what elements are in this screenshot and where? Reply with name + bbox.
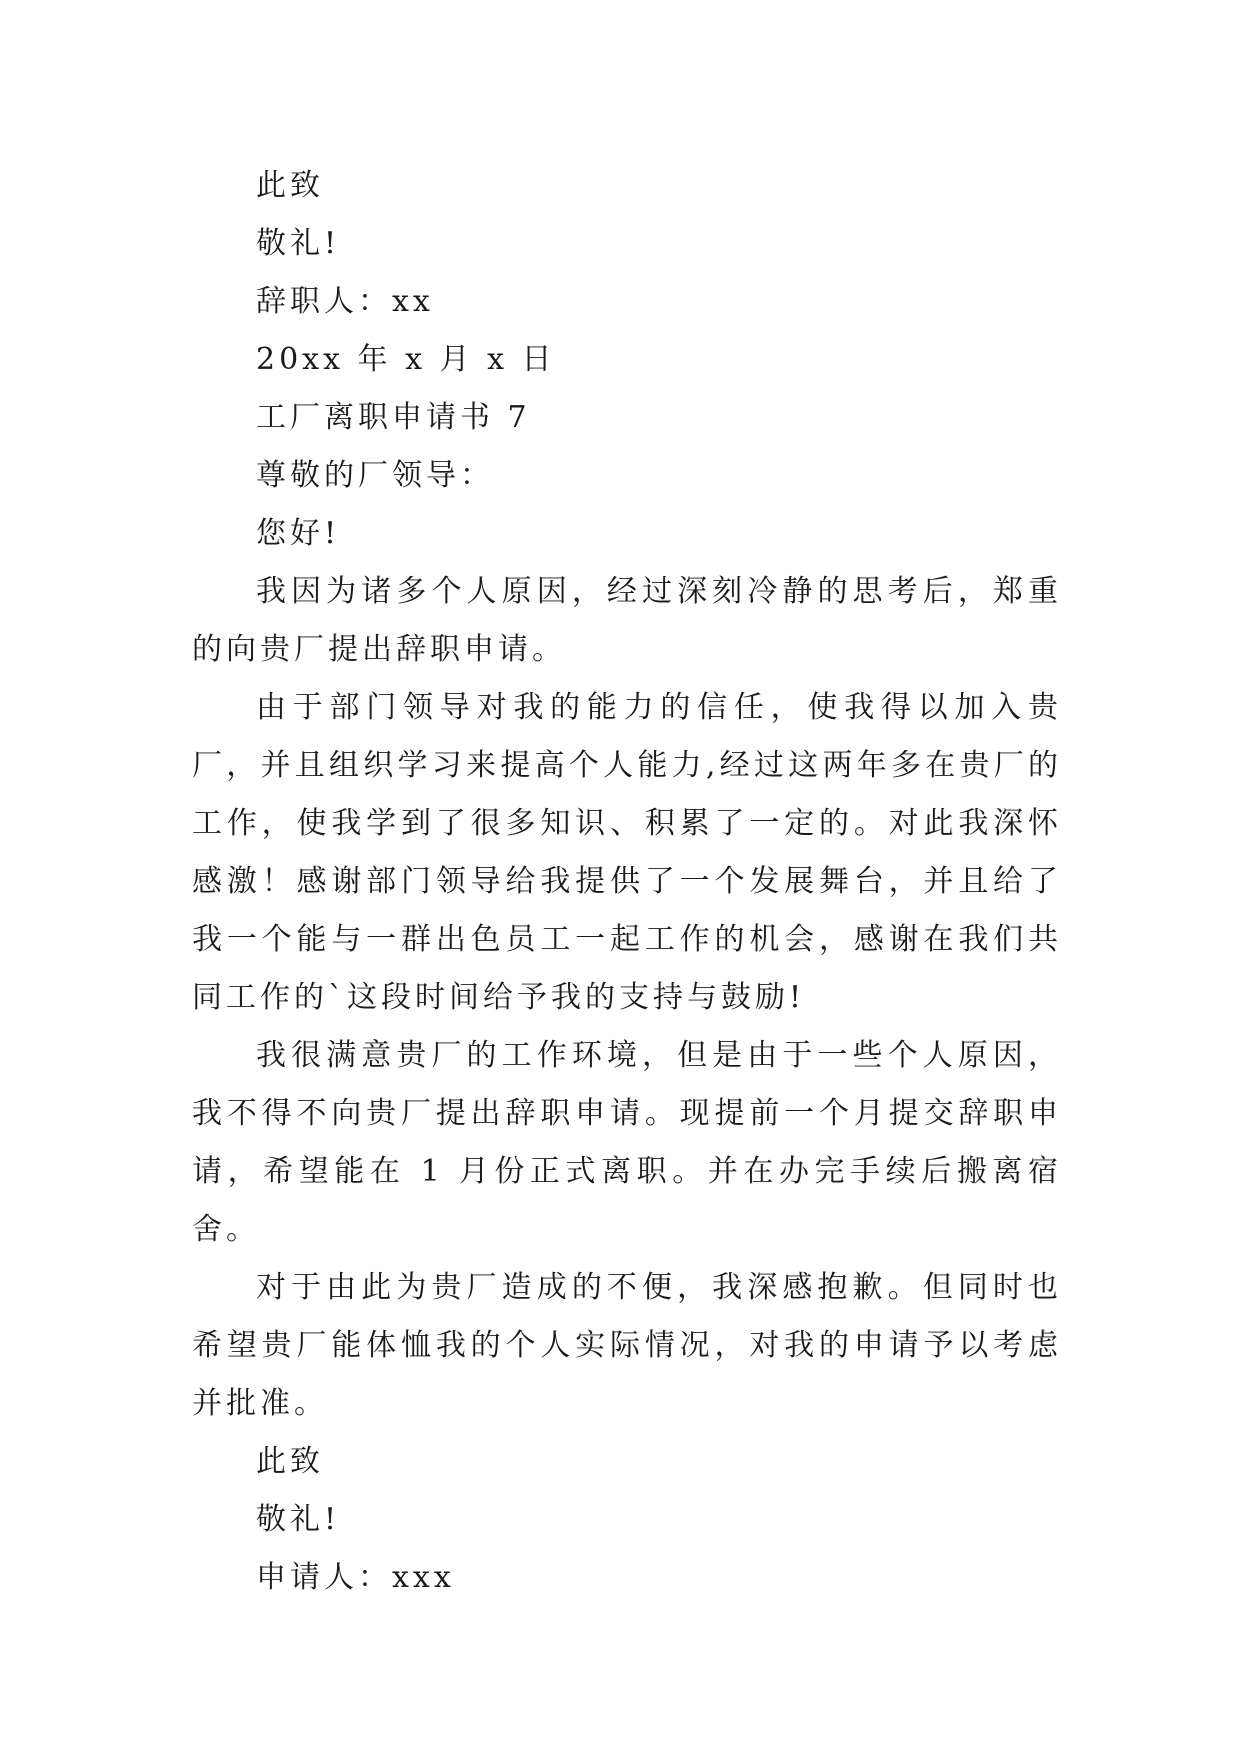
letter-title: 工厂离职申请书 7 [256, 400, 531, 435]
signer-line-2: 申请人：xxx [256, 1560, 455, 1595]
letter-body [192, 157, 1062, 1607]
paragraph-4: 对于由此为贵厂造成的不便，我深感抱歉。但同时也希望贵厂能体恤我的个人实际情况，对我的申请予以考虑并批准。 [192, 1270, 1062, 1421]
closing-regards-2: 敬礼! [256, 1502, 341, 1537]
paragraph-2: 由于部门领导对我的能力的信任，使我得以加入贵厂，并且组织学习来提高个人能力,经过这两年多在贵厂的工作，使我学到了很多知识、积累了一定的。对此我深怀感激！感谢部门领导给我提供了一个发展舞台，并且给了我一个能与一群出色员工一起工作的机会，感谢在我们共同工作的`这段时间给予我的支持与鼓励! [192, 690, 1062, 1015]
greeting: 尊敬的厂领导： [256, 458, 494, 493]
closing-regards: 敬礼! [256, 226, 341, 261]
signer-line: 辞职人：xx [256, 284, 434, 319]
paragraph-1: 我因为诸多个人原因，经过深刻冷静的思考后，郑重的向贵厂提出辞职申请。 [192, 574, 1062, 667]
paragraph-3: 我很满意贵厂的工作环境，但是由于一些个人原因，我不得不向贵厂提出辞职申请。现提前一个月提交辞职申请，希望能在 1 月份正式离职。并在办完手续后搬离宿舍。 [192, 1038, 1062, 1247]
closing-salutation: 此致 [256, 168, 324, 203]
date-line: 20xx 年 x 月 x 日 [256, 342, 556, 377]
closing-salutation-2: 此致 [256, 1444, 324, 1479]
hello-line: 您好! [256, 516, 341, 551]
